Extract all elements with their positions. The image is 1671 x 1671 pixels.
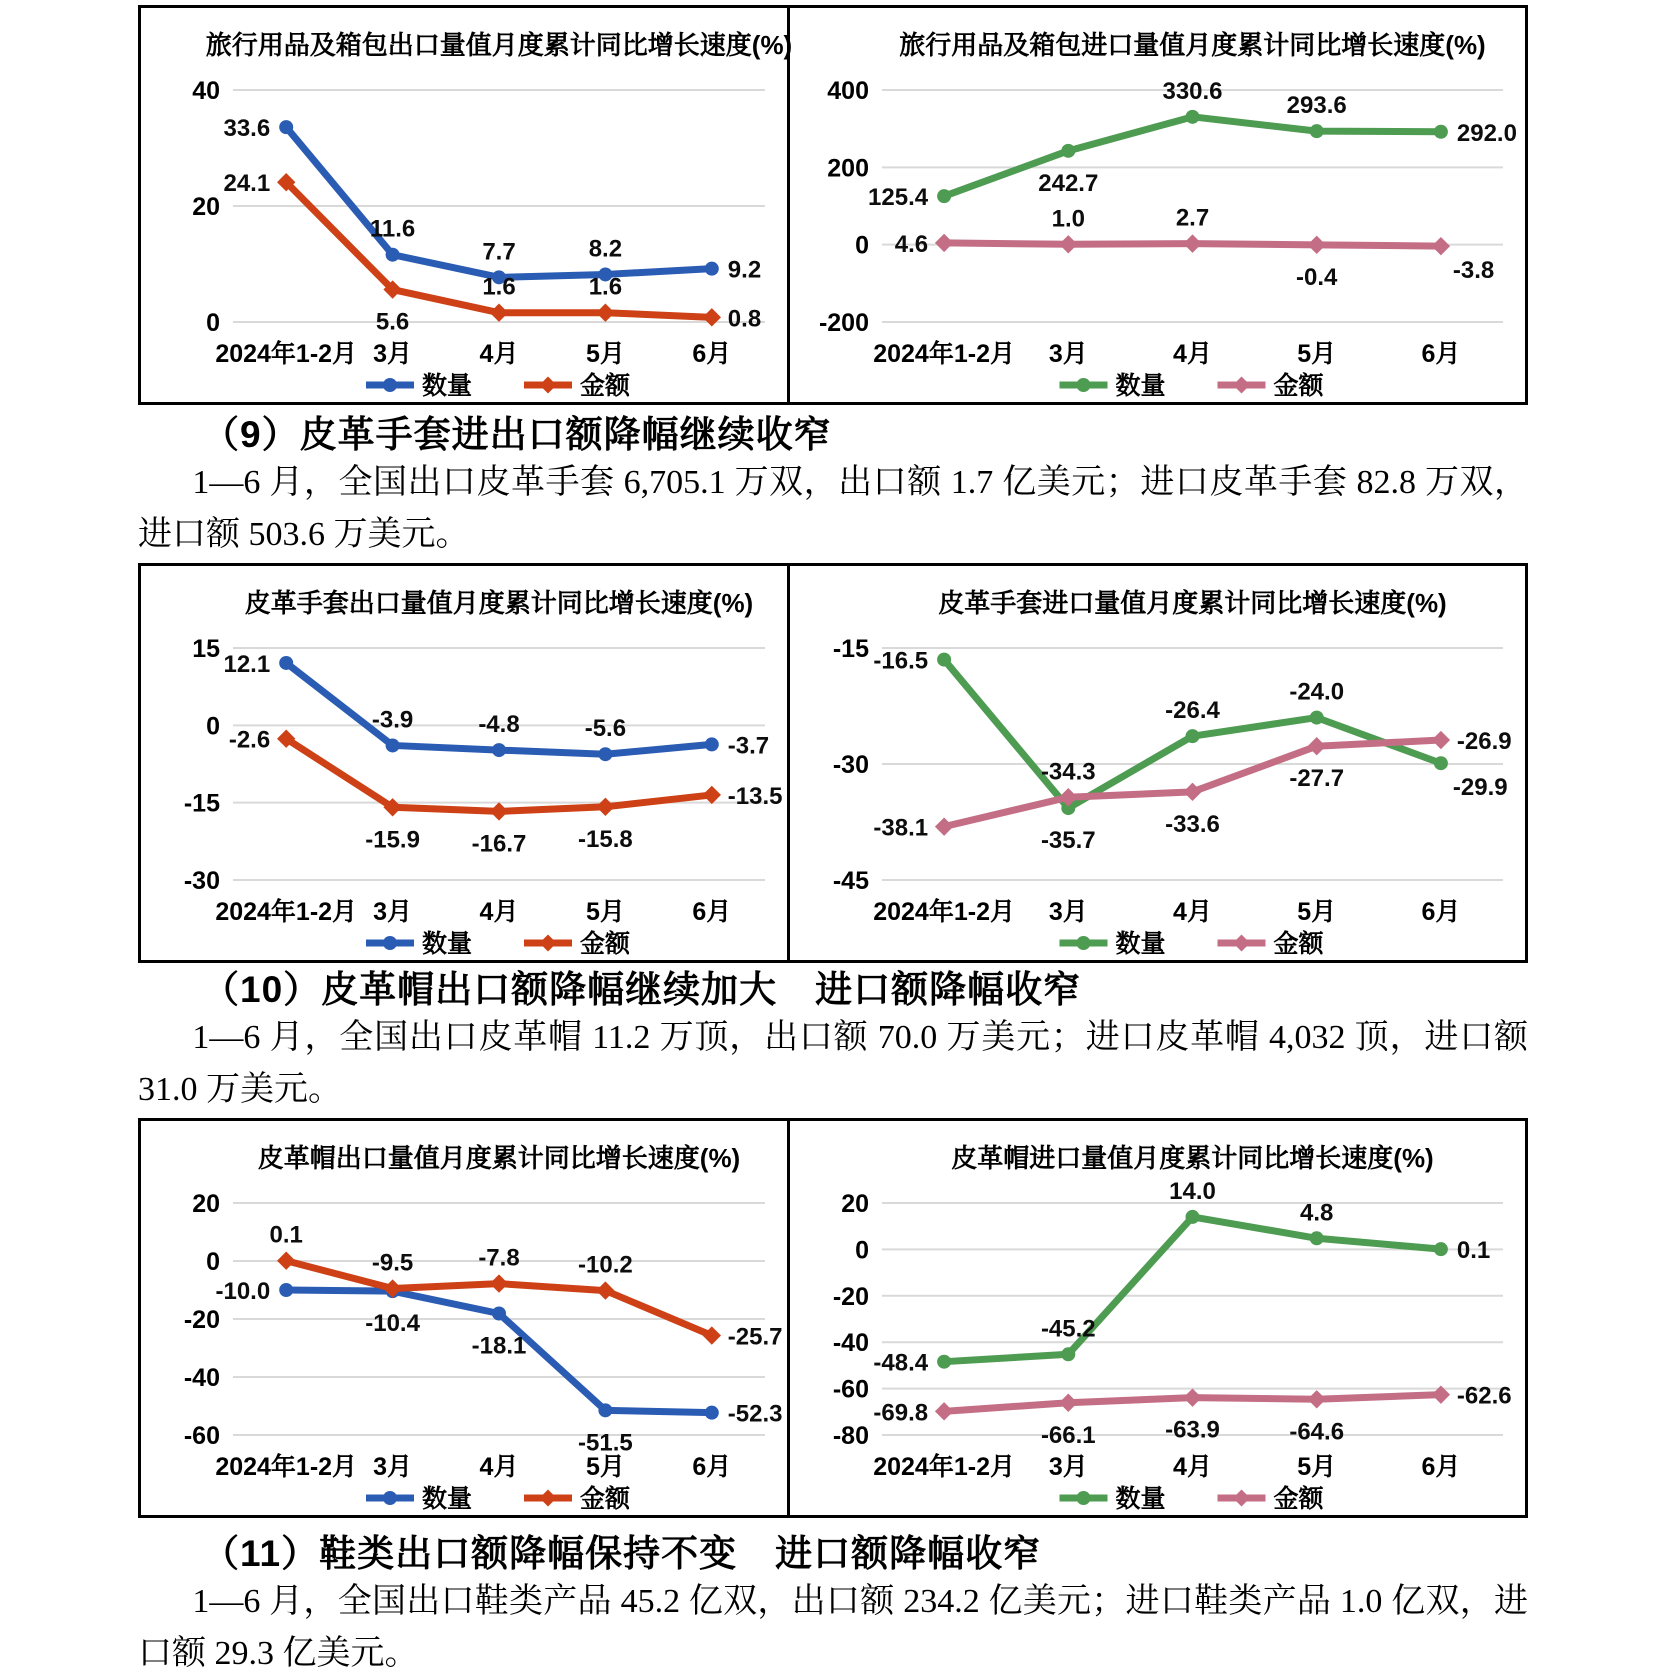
svg-text:33.6: 33.6 [223, 115, 271, 143]
svg-text:-3.7: -3.7 [727, 732, 770, 760]
svg-text:数量: 数量 [1115, 1485, 1166, 1513]
svg-text:11.6: 11.6 [369, 215, 416, 243]
svg-text:-5.6: -5.6 [584, 715, 627, 743]
section-paragraph-10: 1—6 月，全国出口皮革帽 11.2 万顶，出口额 70.0 万美元；进口皮革帽 4,032 顶，进口额 31.0 万美元。 [138, 1019, 1528, 1108]
svg-text:0: 0 [206, 1248, 220, 1276]
svg-text:4月: 4月 [1173, 898, 1212, 926]
svg-text:-15: -15 [832, 635, 869, 663]
svg-text:12.1: 12.1 [223, 650, 271, 678]
svg-text:20: 20 [841, 1190, 869, 1218]
svg-text:-40: -40 [832, 1329, 869, 1358]
svg-text:242.7: 242.7 [1038, 169, 1099, 197]
svg-text:-66.1: -66.1 [1040, 1421, 1096, 1449]
svg-text:3月: 3月 [1048, 1453, 1088, 1481]
svg-text:6月: 6月 [692, 1453, 732, 1481]
svg-text:-60: -60 [183, 1422, 220, 1450]
svg-text:293.6: 293.6 [1286, 92, 1347, 120]
svg-text:-2.6: -2.6 [228, 726, 271, 754]
svg-text:-0.4: -0.4 [1296, 263, 1338, 291]
svg-text:皮革手套出口量值月度累计同比增长速度(%): 皮革手套出口量值月度累计同比增长速度(%) [244, 588, 754, 618]
svg-text:-15.8: -15.8 [578, 825, 633, 853]
section-heading-10: （10）皮革帽出口额降幅继续加大 进口额降幅收窄 [202, 969, 1082, 1010]
svg-text:-25.7: -25.7 [727, 1323, 783, 1351]
svg-text:200: 200 [827, 154, 869, 183]
svg-text:7.7: 7.7 [482, 238, 516, 266]
svg-text:皮革帽出口量值月度累计同比增长速度(%): 皮革帽出口量值月度累计同比增长速度(%) [257, 1143, 741, 1173]
svg-text:-52.3: -52.3 [727, 1400, 783, 1428]
gloves-import-chart [790, 566, 1525, 960]
svg-text:2024年1-2月: 2024年1-2月 [873, 340, 1015, 368]
svg-text:金额: 金额 [580, 930, 631, 958]
chart-gloves-export-panel [141, 566, 790, 960]
svg-text:15: 15 [192, 635, 220, 663]
svg-text:3月: 3月 [373, 1453, 413, 1481]
svg-text:-10.0: -10.0 [215, 1278, 271, 1305]
svg-text:2024年1-2月: 2024年1-2月 [215, 898, 358, 926]
svg-text:-3.8: -3.8 [1452, 257, 1495, 285]
svg-text:-35.7: -35.7 [1040, 827, 1096, 855]
svg-text:-24.0: -24.0 [1289, 678, 1345, 706]
svg-text:皮革帽进口量值月度累计同比增长速度(%): 皮革帽进口量值月度累计同比增长速度(%) [951, 1143, 1434, 1173]
svg-text:40: 40 [192, 77, 220, 105]
svg-text:292.0: 292.0 [1456, 119, 1517, 147]
svg-text:数量: 数量 [422, 372, 473, 400]
svg-text:-33.6: -33.6 [1165, 810, 1220, 838]
svg-text:-3.9: -3.9 [371, 706, 414, 734]
svg-text:20: 20 [192, 1190, 220, 1218]
chart-hats-export-panel [141, 1121, 790, 1515]
svg-text:数量: 数量 [1115, 930, 1166, 958]
svg-text:-200: -200 [818, 309, 869, 337]
svg-text:-26.9: -26.9 [1456, 728, 1512, 756]
svg-text:-34.3: -34.3 [1040, 758, 1096, 786]
chart-travel-export-panel [141, 8, 793, 402]
svg-text:-26.4: -26.4 [1165, 697, 1220, 725]
svg-text:-48.4: -48.4 [873, 1349, 929, 1377]
svg-text:旅行用品及箱包出口量值月度累计同比增长速度(%): 旅行用品及箱包出口量值月度累计同比增长速度(%) [205, 30, 793, 60]
svg-text:5月: 5月 [1297, 898, 1337, 926]
gloves-export-chart [141, 566, 787, 960]
svg-text:-4.8: -4.8 [478, 711, 520, 739]
svg-text:3月: 3月 [373, 340, 413, 368]
hats-export-chart [141, 1121, 787, 1515]
svg-text:金额: 金额 [1273, 372, 1324, 400]
chart-row-leather-hats [138, 1118, 1528, 1518]
svg-text:1.0: 1.0 [1051, 205, 1085, 233]
svg-text:4月: 4月 [1173, 1453, 1212, 1481]
section-heading-9: （9）皮革手套进出口额降幅继续收窄 [202, 414, 832, 455]
svg-text:0: 0 [855, 1236, 869, 1265]
svg-text:-18.1: -18.1 [471, 1332, 527, 1360]
svg-text:-63.9: -63.9 [1165, 1416, 1220, 1444]
svg-text:3月: 3月 [1048, 898, 1088, 926]
svg-text:6月: 6月 [692, 340, 732, 368]
svg-text:-30: -30 [832, 751, 869, 779]
chart-row-leather-gloves [138, 563, 1528, 963]
svg-text:6月: 6月 [1421, 898, 1461, 926]
svg-text:0.8: 0.8 [727, 305, 762, 333]
svg-text:125.4: 125.4 [868, 184, 929, 212]
svg-text:-51.5: -51.5 [578, 1429, 633, 1457]
travel-import-chart [790, 8, 1525, 402]
svg-text:0: 0 [206, 712, 220, 741]
svg-text:-45: -45 [832, 867, 869, 895]
section-paragraph-11: 1—6 月，全国出口鞋类产品 45.2 亿双，出口额 234.2 亿美元；进口鞋类产品 1.0 亿双，进口额 29.3 亿美元。 [138, 1583, 1528, 1671]
svg-text:数量: 数量 [422, 930, 473, 958]
svg-text:-38.1: -38.1 [873, 814, 929, 842]
svg-text:4月: 4月 [479, 340, 519, 368]
svg-text:金额: 金额 [1273, 930, 1324, 958]
svg-text:0: 0 [855, 231, 869, 260]
svg-text:3月: 3月 [1048, 340, 1088, 368]
svg-text:6月: 6月 [692, 898, 732, 926]
svg-text:5.6: 5.6 [375, 308, 410, 336]
svg-text:3月: 3月 [373, 898, 413, 926]
svg-text:金额: 金额 [580, 372, 631, 400]
svg-text:1.6: 1.6 [482, 273, 516, 301]
svg-text:金额: 金额 [580, 1485, 631, 1513]
svg-text:-9.5: -9.5 [371, 1249, 414, 1277]
svg-text:-64.6: -64.6 [1289, 1418, 1345, 1446]
svg-text:2024年1-2月: 2024年1-2月 [215, 340, 358, 368]
svg-text:-69.8: -69.8 [873, 1399, 929, 1427]
section-heading-11: （11）鞋类出口额降幅保持不变 进口额降幅收窄 [202, 1533, 1042, 1574]
svg-text:-20: -20 [832, 1282, 869, 1311]
svg-text:-10.2: -10.2 [578, 1251, 633, 1279]
svg-text:-7.8: -7.8 [478, 1244, 520, 1272]
svg-text:-29.9: -29.9 [1452, 774, 1508, 802]
svg-text:5月: 5月 [585, 340, 625, 368]
svg-text:-80: -80 [832, 1422, 869, 1450]
svg-text:6月: 6月 [1421, 340, 1461, 368]
svg-text:0.1: 0.1 [1456, 1237, 1491, 1265]
svg-text:2024年1-2月: 2024年1-2月 [873, 898, 1015, 926]
svg-text:2024年1-2月: 2024年1-2月 [215, 1453, 358, 1481]
svg-text:-16.5: -16.5 [873, 647, 929, 675]
chart-travel-import-panel [790, 8, 1525, 402]
svg-text:4.6: 4.6 [894, 230, 929, 258]
svg-text:数量: 数量 [422, 1485, 473, 1513]
svg-text:5月: 5月 [1297, 340, 1337, 368]
svg-text:旅行用品及箱包进口量值月度累计同比增长速度(%): 旅行用品及箱包进口量值月度累计同比增长速度(%) [899, 30, 1486, 60]
section-paragraph-9: 1—6 月，全国出口皮革手套 6,705.1 万双，出口额 1.7 亿美元；进口皮革手套 82.8 万双，进口额 503.6 万美元。 [138, 464, 1528, 553]
svg-text:数量: 数量 [1115, 372, 1166, 400]
svg-text:-10.4: -10.4 [365, 1310, 420, 1338]
svg-text:-27.7: -27.7 [1289, 765, 1345, 793]
svg-text:4月: 4月 [1173, 340, 1212, 368]
svg-text:4月: 4月 [479, 898, 519, 926]
chart-row-travel-goods [138, 5, 1528, 405]
chart-hats-import-panel [790, 1121, 1525, 1515]
svg-text:9.2: 9.2 [727, 256, 762, 284]
svg-text:2024年1-2月: 2024年1-2月 [873, 1453, 1015, 1481]
svg-text:330.6: 330.6 [1162, 77, 1223, 105]
hats-import-chart [790, 1121, 1525, 1515]
svg-text:-40: -40 [183, 1364, 220, 1392]
svg-text:0: 0 [206, 309, 220, 337]
svg-text:6月: 6月 [1421, 1453, 1461, 1481]
svg-text:-13.5: -13.5 [727, 782, 783, 810]
chart-gloves-import-panel [790, 566, 1525, 960]
svg-text:-30: -30 [183, 867, 220, 895]
svg-text:0.1: 0.1 [269, 1221, 303, 1249]
travel-export-chart [141, 8, 793, 402]
svg-text:5月: 5月 [585, 898, 625, 926]
svg-text:8.2: 8.2 [588, 235, 623, 263]
svg-text:-45.2: -45.2 [1040, 1315, 1096, 1343]
svg-text:皮革手套进口量值月度累计同比增长速度(%): 皮革手套进口量值月度累计同比增长速度(%) [938, 588, 1447, 618]
svg-text:20: 20 [192, 193, 220, 221]
svg-text:4.8: 4.8 [1300, 1199, 1334, 1227]
svg-text:-62.6: -62.6 [1456, 1382, 1512, 1410]
svg-text:24.1: 24.1 [223, 170, 271, 198]
svg-text:400: 400 [827, 77, 869, 105]
svg-text:4月: 4月 [479, 1453, 519, 1481]
svg-text:1.6: 1.6 [588, 273, 623, 301]
svg-text:2.7: 2.7 [1175, 204, 1210, 232]
svg-text:-16.7: -16.7 [471, 830, 527, 858]
svg-text:金额: 金额 [1273, 1485, 1324, 1513]
svg-text:-15.9: -15.9 [365, 826, 420, 854]
svg-text:-20: -20 [183, 1306, 220, 1334]
svg-text:5月: 5月 [585, 1453, 625, 1481]
svg-text:5月: 5月 [1297, 1453, 1337, 1481]
svg-text:-60: -60 [832, 1375, 869, 1404]
svg-text:-15: -15 [183, 789, 220, 818]
svg-text:14.0: 14.0 [1169, 1177, 1216, 1205]
